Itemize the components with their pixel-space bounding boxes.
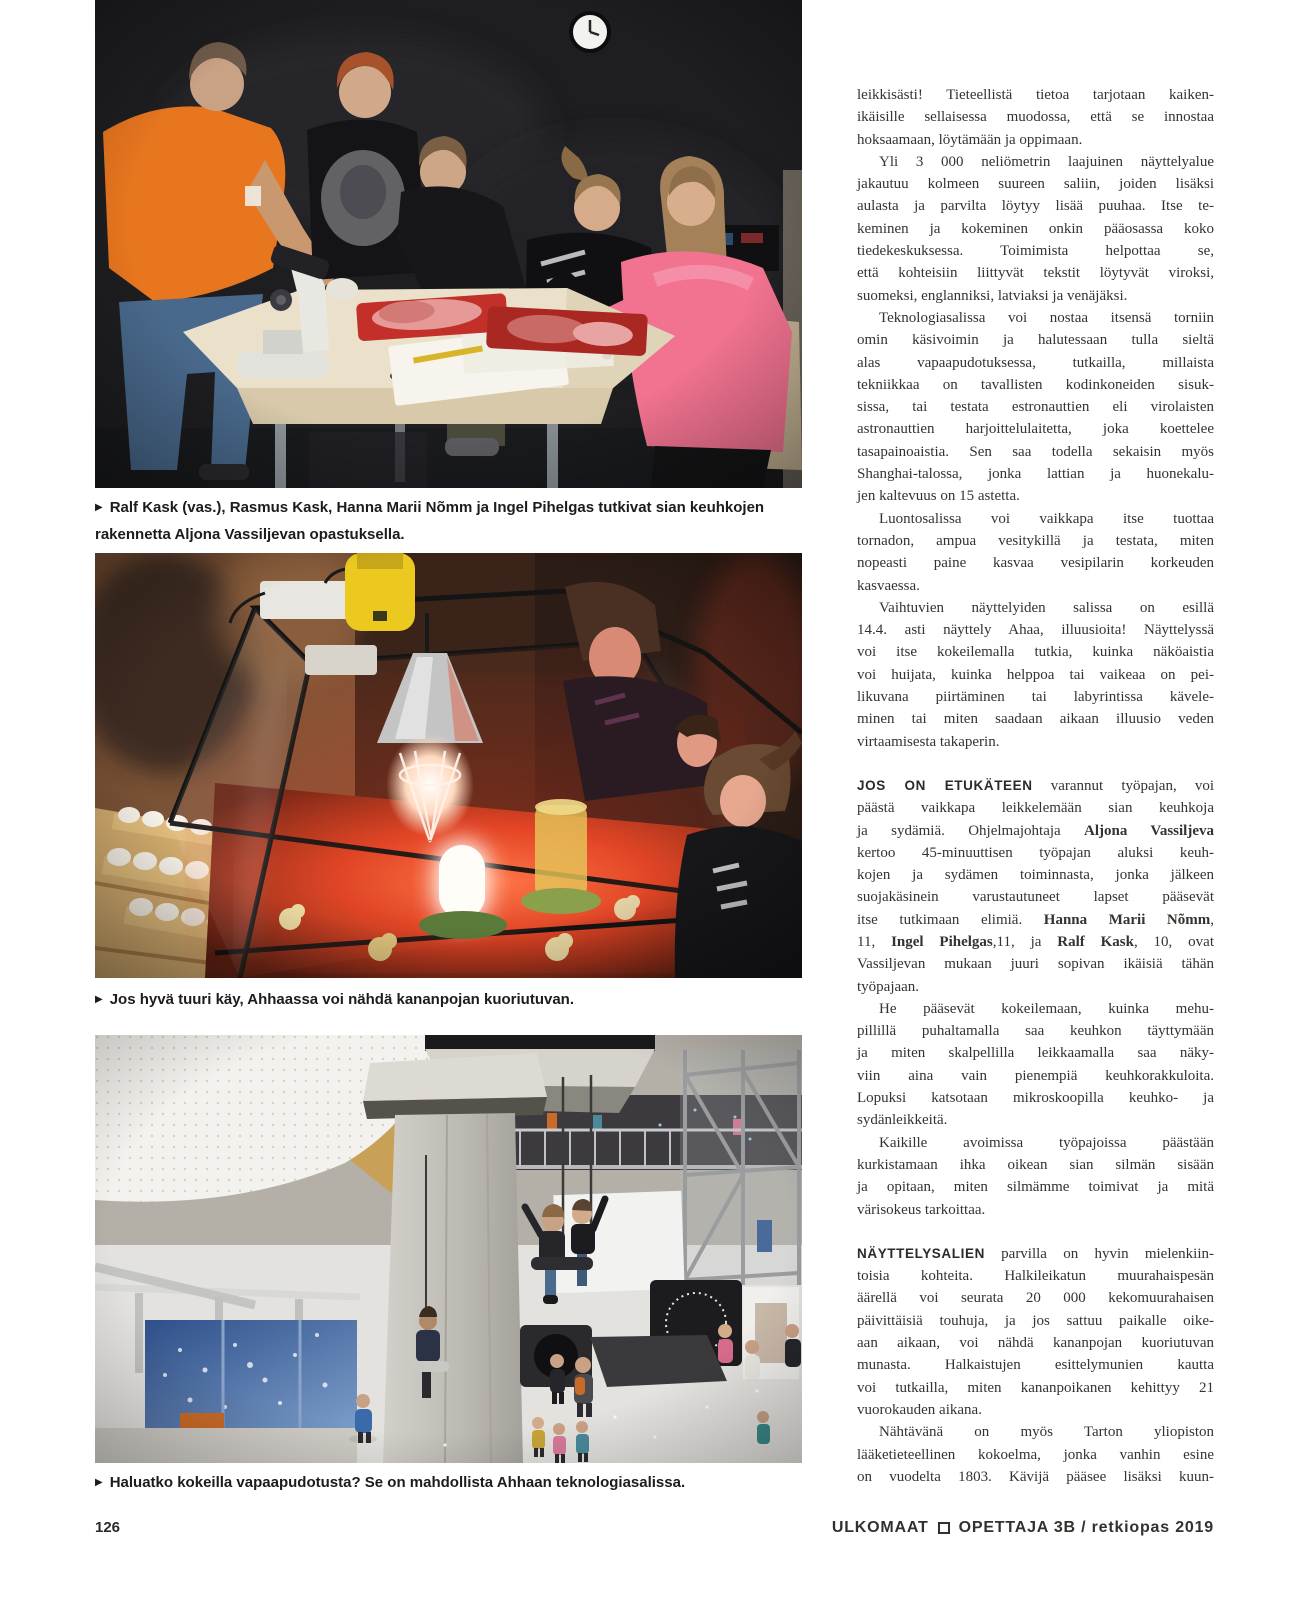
text-line: likuvana piirtäminen tai labyrintissa kävele-	[857, 689, 1214, 706]
text-line: voi huijata, kuinka helppoa tai vaikeaa on pei-	[857, 666, 1214, 683]
text-line: jen kaltevuus on 15 astetta.	[857, 488, 1020, 505]
photo-incubator	[95, 553, 802, 978]
text-line: Vassiljevan mukaan juuri sopivan ikäisiä tähän	[857, 956, 1214, 973]
text-line: lääketieteellinen kokoelma, jonka vanhin esine	[857, 1446, 1214, 1463]
caption-text: Haluatko kokeilla vapaapudotusta? Se on mahdollista Ahhaan teknologiasalissa.	[109, 1474, 686, 1491]
footer-publication: OPETTAJA 3B / retkiopas 2019	[958, 1519, 1214, 1536]
paragraph	[857, 1132, 1214, 1221]
text-line: Shanghai-talossa, jonka lattian ja huonekalu-	[857, 466, 1214, 483]
text-line: munasta. Halkaistujen esittelymunien kautta	[857, 1357, 1214, 1374]
text-line: Yli 3 000 neliömetrin laajuinen näyttelyalue	[879, 153, 1214, 170]
footer-line	[832, 1519, 1214, 1537]
page-number: 126	[95, 1519, 121, 1536]
text-line: omin käsivoimin ja halutessaan tulla sieltä	[857, 332, 1214, 349]
text-line: tasapainoaistia. Sen saa todella sekaisin myös	[857, 443, 1214, 460]
text-line: hoksaamaan, löytämään ja oppimaan.	[857, 131, 1083, 148]
text-line: päästä vaikkapa leikkelemään sian keuhkoja	[857, 800, 1214, 817]
photo-workshop	[95, 0, 802, 488]
text-line: että kohteisiin liittyvät tekstit löytyvät viroksi,	[857, 265, 1214, 282]
text-line: Nähtävänä on myös Tarton yliopiston	[879, 1424, 1214, 1441]
paragraph	[857, 775, 1214, 998]
text-line: pillillä puhaltamalla saa keuhkon täyttymään	[857, 1023, 1214, 1040]
caption-arrow-icon: ▶	[95, 502, 103, 513]
photo-caption-1	[95, 495, 802, 547]
text-line: aulasta ja parvilta löytyy lisää puuhaa. Itse te-	[857, 198, 1214, 215]
photo-caption-2	[95, 987, 802, 1014]
text-line: äärellä voi seurata 20 000 kekomuurahaisen	[857, 1290, 1214, 1307]
text-line: suojakäsinein varustautuneet lapset pääsevät	[857, 889, 1214, 906]
text-line: Vaihtuvien näyttelyiden salissa on esillä	[879, 599, 1214, 616]
text-line: vuorokauden aikana.	[857, 1401, 982, 1418]
text-line: kertoo 45-minuuttisen työpajan aluksi keuh-	[857, 844, 1214, 861]
text-line: aan aikaan, voi nähdä kananpojan kuoriutuvan	[857, 1335, 1214, 1352]
text-line: kojen ja sydämen toiminnasta, jonka jälkeen	[857, 867, 1214, 884]
text-line: sissa, tai testata estronauttien eli virolaisten	[857, 399, 1214, 416]
text-line: Luontosalissa voi vaikkapa itse tuottaa	[879, 510, 1214, 527]
text-line: virtaamisesta takaperin.	[857, 733, 1000, 750]
text-line: on vuodelta 1803. Kävijä pääsee lisäksi kuun-	[857, 1468, 1214, 1485]
text-line: kurkistamaan ihka oikean sian silmän sisään	[857, 1156, 1214, 1173]
square-icon	[938, 1522, 950, 1534]
text-line: nopeasti paine kasvaa vesipilarin korkeuden	[857, 555, 1214, 572]
paragraph	[857, 1243, 1214, 1421]
text-line: JOS ON ETUKÄTEEN varannut työpajan, voi	[857, 777, 1215, 794]
text-line: ja sydämiä. Ohjelmajohtaja Aljona Vassiljeva	[857, 822, 1215, 839]
text-line: Teknologiasalissa voi nostaa itsensä torniin	[879, 309, 1214, 326]
caption-arrow-icon: ▶	[95, 1477, 103, 1488]
text-line: alas vapaapudotuksessa, tutkailla, millaista	[857, 354, 1214, 371]
text-line: kasvaessa.	[857, 577, 920, 594]
photo-hall-illustration	[95, 1035, 802, 1463]
text-line: voi itse kokeilemalla tutkia, kuinka näköaistia	[857, 644, 1214, 661]
photo-incubator-illustration	[95, 553, 802, 978]
text-line: päivittäisiä touhuja, ja jos sattuu paikalle oike-	[857, 1312, 1214, 1329]
photo-caption-3	[95, 1470, 802, 1497]
paragraph	[857, 84, 1214, 151]
text-line: ja miten skalpellilla leikkaamalla saa näky-	[857, 1045, 1214, 1062]
caption-text: Ralf Kask (vas.), Rasmus Kask, Hanna Marii Nõmm ja Ingel Pihelgas tutkivat sian keuhkojen rakennetta Aljona Vassiljevan opastuksella.	[95, 499, 765, 543]
text-line: NÄYTTELYSALIEN parvilla on hyvin mielenkiin-	[857, 1245, 1214, 1262]
text-line: värisokeus tarkoittaa.	[857, 1201, 986, 1218]
text-line: keminen ja kokeminen onkin pääosassa koko	[857, 220, 1214, 237]
text-line: 11, Ingel Pihelgas,11, ja Ralf Kask, 10, ovat	[857, 933, 1214, 950]
text-line: Lopuksi katsotaan mikroskoopilla keuhko- ja	[857, 1090, 1214, 1107]
text-line: voi tutkailla, miten kananpoikanen kehittyy 21	[857, 1379, 1214, 1396]
paragraph	[857, 597, 1214, 753]
text-line: He pääsevät kokeilemaan, kuinka mehu-	[879, 1000, 1214, 1017]
paragraph	[857, 998, 1214, 1132]
caption-arrow-icon: ▶	[95, 994, 103, 1005]
text-line: ja opitaan, miten silmämme toimivat ja mitä	[857, 1179, 1214, 1196]
text-line: tiedekeskuksessa. Toimimista helpottaa se,	[857, 243, 1214, 260]
text-line: astronauttien harjoittelulaitetta, joka koettelee	[857, 421, 1214, 438]
text-line: jakautuu kolmeen suureen saliin, joiden lisäksi	[857, 176, 1214, 193]
photo-science-centre-hall	[95, 1035, 802, 1463]
text-line: leikkisästi! Tieteellistä tietoa tarjotaan kaiken-	[857, 87, 1214, 103]
article-column	[857, 84, 1214, 1488]
caption-text: Jos hyvä tuuri käy, Ahhaassa voi nähdä kananpojan kuoriutuvan.	[109, 991, 574, 1008]
text-line: sydänleikkeitä.	[857, 1112, 948, 1129]
photo-workshop-illustration	[95, 0, 802, 488]
text-line: viin aina vain pienempiä keuhkorakkuloita.	[857, 1067, 1214, 1084]
text-line: Kaikille avoimissa työpajoissa päästään	[879, 1134, 1214, 1151]
text-line: 14.4. asti näyttely Ahaa, illuusioita! Näyttelyssä	[857, 622, 1214, 639]
text-line: ikäisille sellaisessa muodossa, että se innostaa	[857, 109, 1214, 126]
text-line: tekniikkaa on tavallisten kodinkoneiden sisuk-	[857, 376, 1214, 393]
text-line: tornadon, ampua vesitykillä ja testata, miten	[857, 532, 1214, 549]
paragraph	[857, 151, 1214, 307]
text-line: toisia kohteita. Halkileikatun muurahaispesän	[857, 1268, 1214, 1285]
paragraph	[857, 307, 1214, 508]
footer-section: ULKOMAAT	[831, 1519, 929, 1536]
text-line: minen tai miten saadaan aikaan illuusio veden	[857, 711, 1214, 728]
text-line: itse tutkimaan elimiä. Hanna Marii Nõmm,	[857, 911, 1215, 928]
text-line: työpajaan.	[857, 978, 920, 995]
paragraph	[857, 1421, 1214, 1488]
text-line: suomeksi, englanniksi, latviaksi ja venäjäksi.	[857, 287, 1128, 304]
paragraph	[857, 508, 1214, 597]
